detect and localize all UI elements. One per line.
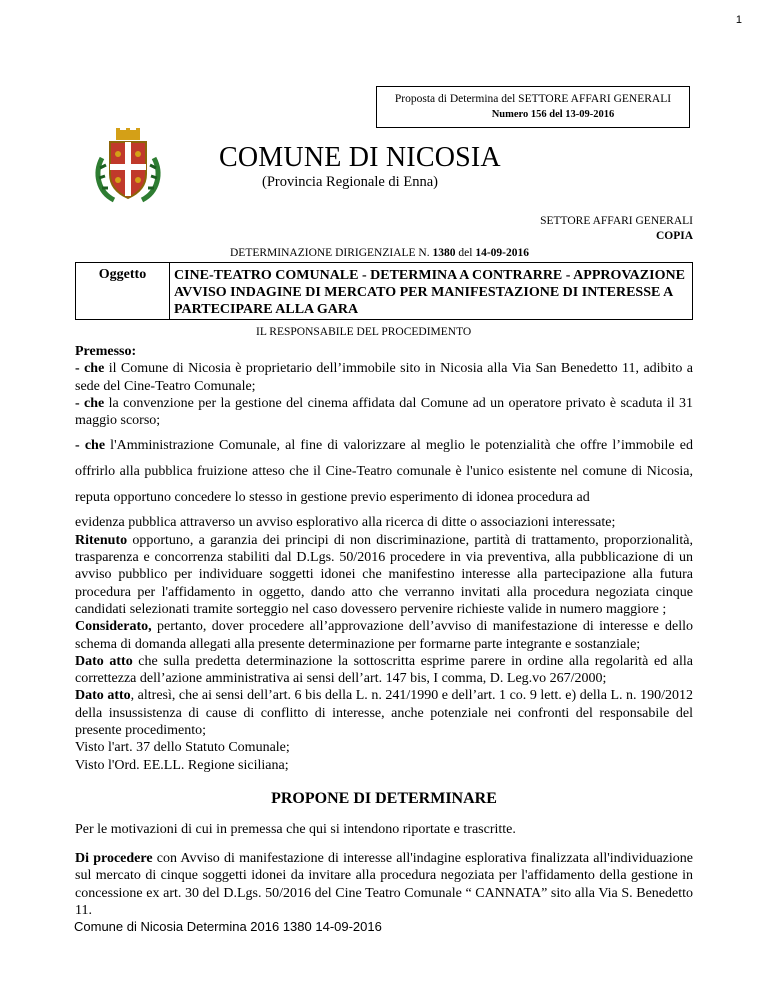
subject-text: CINE-TEATRO COMUNALE - DETERMINA A CONTRARRE - APPROVAZIONE AVVISO INDAGINE DI MERCATO PER MANIFESTAZIONE DI INTERESSE A PARTECIPARE ALLA GARA (174, 268, 685, 317)
subject-label: Oggetto (76, 263, 170, 319)
determination-prefix: DETERMINAZIONE DIRIGENZIALE N. (230, 247, 430, 259)
determination-number (230, 247, 529, 259)
paragraph-6: Dato atto che sulla predetta determinazione la sottoscritta esprime parere in ordine alla regolarità ed alla correttezza dell’azione amministrativa ai sensi dell’art. 147 bis, I comma, D. Leg.vo 267/2000; (75, 653, 693, 687)
subject-box (75, 262, 693, 320)
paragraph-8: Visto l'art. 37 dello Statuto Comunale; (75, 740, 290, 756)
paragraph-3: - che l'Amministrazione Comunale, al fine di valorizzare al meglio le potenzialità che offre l’immobile ed offrirlo alla pubblica fruizione atteso che il Cine-Teatro comunale è l'unico esistente nel comune di Nicosia, reputa opportuno concedere lo stesso in gestione previo esperimento di idonea procedura ad (75, 438, 693, 506)
responsible-heading: IL RESPONSABILE DEL PROCEDIMENTO (256, 326, 472, 338)
copy-label: COPIA (655, 230, 693, 242)
municipal-crest-icon (92, 128, 164, 206)
proposal-number: Numero 156 del 13-09-2016 (491, 109, 615, 120)
determination-date: 14-09-2016 (475, 247, 529, 259)
paragraph-3b: evidenza pubblica attraverso un avviso esplorativo alla ricerca di ditte o associazioni interessate; (75, 515, 616, 531)
determination-num: 1380 (432, 247, 456, 259)
proposal-line1: Proposta di Determina del SETTORE AFFARI GENERALI (394, 93, 672, 105)
paragraph-4: Ritenuto opportuno, a garanzia dei principi di non discriminazione, partità di trattamento, proporzionalità, trasparenza e concorrenza stabiliti dal D.Lgs. 50/2016 procedere in via preventiva, alla pubblicazione di un avviso pubblico per individuare soggetti idonei che manifestino interesse alla partecipazione alla futura procedura per l'affidamento in oggetto, dando atto che verranno invitati alla procedura negoziata cinque candidati selezionati tramite sorteggio nel caso dovessero pervenire richieste valide in numero maggiore ; (75, 532, 693, 617)
premesso-heading: Premesso: (75, 344, 137, 359)
page-title: COMUNE DI NICOSIA (219, 142, 501, 173)
proposal-heading: PROPONE DI DETERMINARE (271, 790, 497, 807)
sector-block (540, 214, 693, 244)
page-number: 1 (735, 14, 742, 26)
sector-name: SETTORE AFFARI GENERALI (540, 215, 693, 227)
page-subtitle: (Provincia Regionale di Enna) (262, 174, 438, 190)
document-body (75, 343, 693, 774)
paragraph-7: Dato atto, altresì, che ai sensi dell’art. 6 bis della L. n. 241/1990 e dell’art. 1 co. 9 lett. e) della L. n. 190/2012 della insussistenza di cause di conflitto di interesse, anche potenziale nei confronti del responsabile del presente procedimento; (75, 688, 693, 739)
paragraph-2: - che la convenzione per la gestione del cinema affidata dal Comune ad un operatore privato è scaduta il 31 maggio scorso; (75, 395, 693, 429)
paragraph-9: Visto l'Ord. EE.LL. Regione siciliana; (75, 757, 289, 773)
paragraph-1: - che il Comune di Nicosia è proprietario dell’immobile sito in Nicosia alla Via San Benedetto 11, adibito a sede del Cine-Teatro Comunale; (75, 361, 693, 394)
motivation-paragraph: Per le motivazioni di cui in premessa che qui si intendono riportate e trascritte. (75, 822, 516, 837)
determination-del: del (458, 247, 473, 259)
paragraph-5: Considerato, pertanto, dover procedere all’approvazione dell’avviso di manifestazione di interesse e dello schema di domanda allegati alla presente determinazione per formarne parte integrante e sostanziale; (75, 619, 693, 652)
proposal-box (376, 86, 690, 128)
footer: Comune di Nicosia Determina 2016 1380 14-09-2016 (74, 919, 382, 934)
decision-paragraph: Di procedere con Avviso di manifestazione di interesse all'indagine esplorativa finalizzata all'individuazione sul mercato di cinque soggetti idonei da invitare alla procedura negoziata per l'affidamento della gestione in concessione ex art. 30 del D.Lgs. 50/2016 del Cine Teatro Comunale “ CANNATA” sito alla Via S. Benedetto 11. (75, 851, 693, 918)
